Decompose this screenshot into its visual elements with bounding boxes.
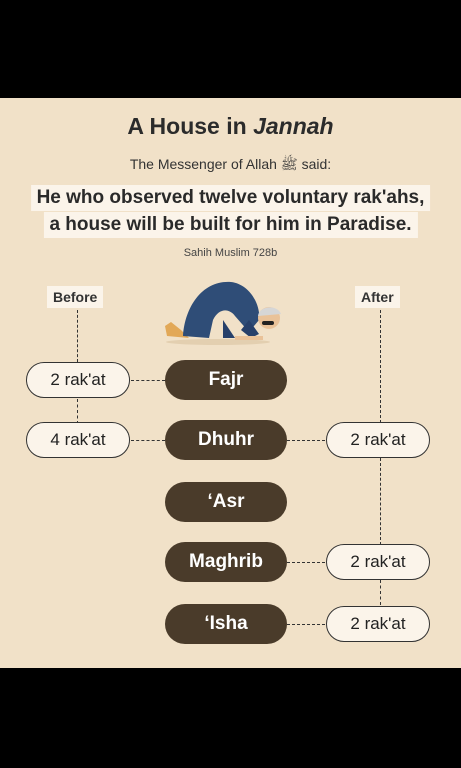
prostrating-figure-icon xyxy=(163,276,287,346)
title-prefix: A House in xyxy=(127,113,247,139)
before-line-top xyxy=(77,310,78,362)
prayer-isha: ‘Isha xyxy=(165,604,287,644)
prayer-fajr: Fajr xyxy=(165,360,287,400)
after-label: After xyxy=(355,286,400,308)
title-emphasis: Jannah xyxy=(253,113,334,139)
infographic-card xyxy=(0,98,461,668)
prayer-asr: ‘Asr xyxy=(165,482,287,522)
prayer-dhuhr: Dhuhr xyxy=(165,420,287,460)
page-title xyxy=(0,113,461,140)
before-fajr-rakat: 2 rak'at xyxy=(26,362,130,398)
after-dhuhr-rakat: 2 rak'at xyxy=(326,422,430,458)
quote-line-1: He who observed twelve voluntary rak'ahs, xyxy=(31,185,431,211)
after-line-bottom xyxy=(380,580,381,605)
after-line-top xyxy=(380,310,381,423)
before-label: Before xyxy=(47,286,103,308)
connector-dhuhr-before xyxy=(131,440,165,441)
hadith-source: Sahih Muslim 728b xyxy=(183,247,278,259)
quote-line-2: a house will be built for him in Paradise. xyxy=(43,212,417,238)
after-maghrib-rakat: 2 rak'at xyxy=(326,544,430,580)
subtitle: The Messenger of Allah ﷺ said: xyxy=(129,156,332,172)
connector-isha-after xyxy=(287,624,325,625)
before-dhuhr-rakat: 4 rak'at xyxy=(26,422,130,458)
connector-maghrib-after xyxy=(287,562,325,563)
before-line-mid xyxy=(77,399,78,424)
connector-dhuhr-after xyxy=(287,440,325,441)
after-isha-rakat: 2 rak'at xyxy=(326,606,430,642)
prayer-maghrib: Maghrib xyxy=(165,542,287,582)
after-line-mid xyxy=(380,458,381,545)
connector-fajr-before xyxy=(131,380,165,381)
